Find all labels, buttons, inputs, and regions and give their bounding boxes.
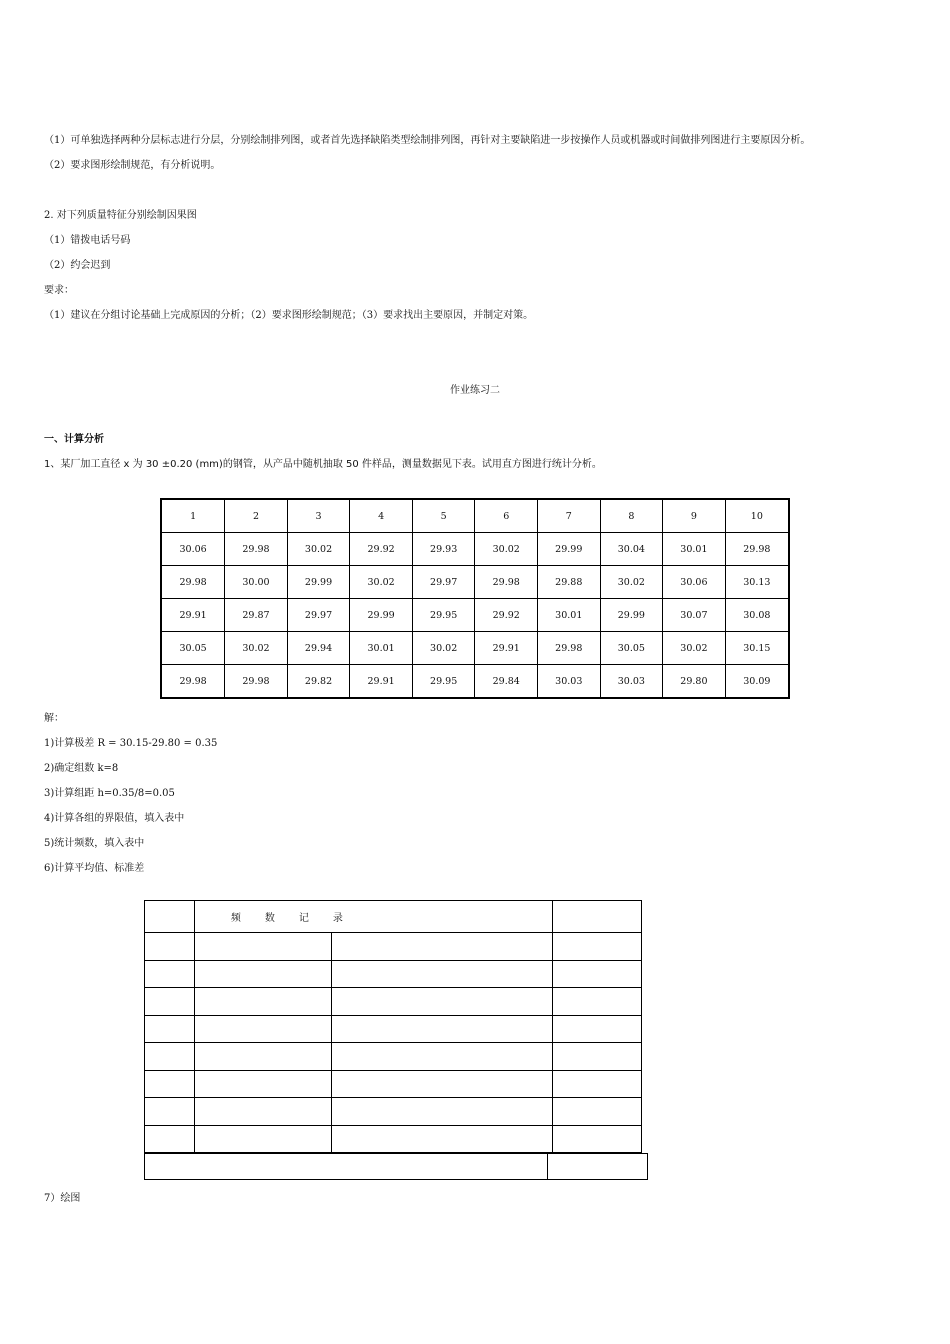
table-cell: 30.02 [600, 566, 663, 599]
requirement-1: （1）可单独选择两种分层标志进行分层，分别绘制排列图，或者首先选择缺陷类型绘制排列图，再针对主要缺陷进一步按操作人员或机器或时间做排列图进行主要原因分析。 [44, 135, 811, 146]
table-cell: 30.01 [663, 533, 726, 566]
frequency-record-header: 频数记录 [194, 901, 552, 933]
freq-cell [553, 1043, 642, 1071]
freq-cell [194, 988, 331, 1016]
table-cell: 29.91 [350, 665, 413, 699]
table-cell: 10 [725, 499, 789, 533]
freq-row [145, 1125, 642, 1153]
table-cell: 29.98 [538, 632, 601, 665]
freq-cell [194, 1070, 331, 1098]
table-cell: 30.02 [412, 632, 475, 665]
solution-step-4: 4)计算各组的界限值，填入表中 [44, 813, 185, 824]
solution-step-2: 2)确定组数 k=8 [44, 763, 119, 774]
table-cell: 29.87 [225, 599, 288, 632]
table-cell: 29.92 [350, 533, 413, 566]
table-cell: 30.03 [538, 665, 601, 699]
freq-cell [331, 1098, 553, 1126]
table-row [161, 632, 789, 665]
requirements-text: （1）建议在分组讨论基础上完成原因的分析；（2）要求图形绘制规范；（3）要求找出主要原因，并制定对策。 [44, 310, 534, 321]
table-cell: 29.91 [161, 599, 225, 632]
freq-cell [331, 933, 553, 961]
solution-step-6: 6)计算平均值、标准差 [44, 863, 145, 874]
freq-cell [194, 1015, 331, 1043]
table-cell: 9 [663, 499, 726, 533]
table-cell: 7 [538, 499, 601, 533]
table-cell: 30.05 [600, 632, 663, 665]
freq-cell [145, 933, 195, 961]
freq-cell [331, 1043, 553, 1071]
table-cell: 29.99 [350, 599, 413, 632]
freq-cell [145, 1098, 195, 1126]
table-cell: 2 [225, 499, 288, 533]
table-cell: 29.95 [412, 665, 475, 699]
freq-cell [331, 1015, 553, 1043]
table-cell: 30.04 [600, 533, 663, 566]
table-cell: 30.01 [350, 632, 413, 665]
freq-row [145, 960, 642, 988]
table-cell: 29.98 [725, 533, 789, 566]
freq-cell [331, 988, 553, 1016]
freq-header-cell-4 [553, 901, 642, 933]
table-header-row [161, 499, 789, 533]
table-row [161, 566, 789, 599]
freq-cell [553, 1098, 642, 1126]
solution-step-1: 1)计算极差 R = 30.15-29.80 = 0.35 [44, 738, 218, 749]
table-cell: 4 [350, 499, 413, 533]
freq-row [145, 1015, 642, 1043]
freq-row [145, 1098, 642, 1126]
requirements-label: 要求： [44, 285, 74, 296]
table-cell: 29.94 [287, 632, 350, 665]
freq-row [145, 933, 642, 961]
freq-cell [145, 1125, 195, 1153]
problem-statement: 1、某厂加工直径 x 为 30 ±0.20 (mm)的钢管，从产品中随机抽取 50 件样品，测量数据见下表。试用直方图进行统计分析。 [44, 459, 602, 470]
table-cell: 29.99 [600, 599, 663, 632]
solution-label: 解： [44, 713, 64, 724]
question-2-item-1: （1）错拨电话号码 [44, 235, 131, 246]
solution-step-3: 3)计算组距 h=0.35/8=0.05 [44, 788, 175, 799]
table-cell: 30.06 [663, 566, 726, 599]
table-cell: 29.82 [287, 665, 350, 699]
table-row [161, 599, 789, 632]
freq-cell [145, 1015, 195, 1043]
freq-cell [331, 1070, 553, 1098]
freq-cell [553, 960, 642, 988]
freq-cell [553, 1015, 642, 1043]
table-cell: 6 [475, 499, 538, 533]
table-cell: 29.98 [225, 665, 288, 699]
freq-header-cell-1 [145, 901, 195, 933]
measurement-table [160, 498, 790, 699]
table-cell: 30.06 [161, 533, 225, 566]
table-cell: 3 [287, 499, 350, 533]
table-row [161, 665, 789, 699]
freq-row [145, 988, 642, 1016]
table-cell: 29.88 [538, 566, 601, 599]
exercise-title: 作业练习二 [450, 385, 500, 396]
table-cell: 30.15 [725, 632, 789, 665]
table-cell: 29.95 [412, 599, 475, 632]
frequency-table [144, 900, 642, 1153]
table-cell: 29.98 [161, 566, 225, 599]
freq-cell [553, 988, 642, 1016]
table-cell: 29.92 [475, 599, 538, 632]
freq-row [145, 1043, 642, 1071]
freq-cell [553, 1125, 642, 1153]
question-2-title: 2. 对下列质量特征分别绘制因果图 [44, 210, 197, 221]
table-cell: 30.02 [287, 533, 350, 566]
table-cell: 30.05 [161, 632, 225, 665]
table-cell: 29.99 [287, 566, 350, 599]
table-cell: 29.98 [225, 533, 288, 566]
table-cell: 30.02 [225, 632, 288, 665]
table-cell: 30.02 [475, 533, 538, 566]
table-cell: 30.03 [600, 665, 663, 699]
question-2-item-2: （2）约会迟到 [44, 260, 111, 271]
table-cell: 29.98 [475, 566, 538, 599]
freq-cell [194, 933, 331, 961]
freq-cell [553, 1070, 642, 1098]
freq-cell [145, 988, 195, 1016]
table-cell: 29.91 [475, 632, 538, 665]
table-cell: 30.02 [663, 632, 726, 665]
freq-row [145, 1070, 642, 1098]
table-cell: 30.09 [725, 665, 789, 699]
freq-cell [145, 960, 195, 988]
section-heading: 一、计算分析 [44, 434, 104, 445]
table-cell: 1 [161, 499, 225, 533]
solution-step-7: 7）绘图 [44, 1193, 81, 1204]
table-cell: 30.02 [350, 566, 413, 599]
freq-cell [194, 960, 331, 988]
freq-cell [331, 960, 553, 988]
table-cell: 5 [412, 499, 475, 533]
table-row [161, 533, 789, 566]
solution-step-5: 5)统计频数，填入表中 [44, 838, 145, 849]
table-cell: 29.97 [412, 566, 475, 599]
table-cell: 30.00 [225, 566, 288, 599]
freq-cell [194, 1043, 331, 1071]
requirement-2: （2）要求图形绘制规范，有分析说明。 [44, 160, 221, 171]
table-cell: 29.93 [412, 533, 475, 566]
freq-cell [194, 1098, 331, 1126]
table-cell: 30.07 [663, 599, 726, 632]
table-cell: 29.97 [287, 599, 350, 632]
frequency-total-row [144, 1153, 648, 1180]
table-cell: 8 [600, 499, 663, 533]
table-cell: 29.80 [663, 665, 726, 699]
table-cell: 29.99 [538, 533, 601, 566]
table-cell: 30.13 [725, 566, 789, 599]
table-cell: 30.01 [538, 599, 601, 632]
table-cell: 29.98 [161, 665, 225, 699]
freq-cell [145, 1043, 195, 1071]
freq-cell [553, 933, 642, 961]
freq-cell [194, 1125, 331, 1153]
freq-cell [145, 1070, 195, 1098]
freq-cell [331, 1125, 553, 1153]
table-cell: 30.08 [725, 599, 789, 632]
table-cell: 29.84 [475, 665, 538, 699]
